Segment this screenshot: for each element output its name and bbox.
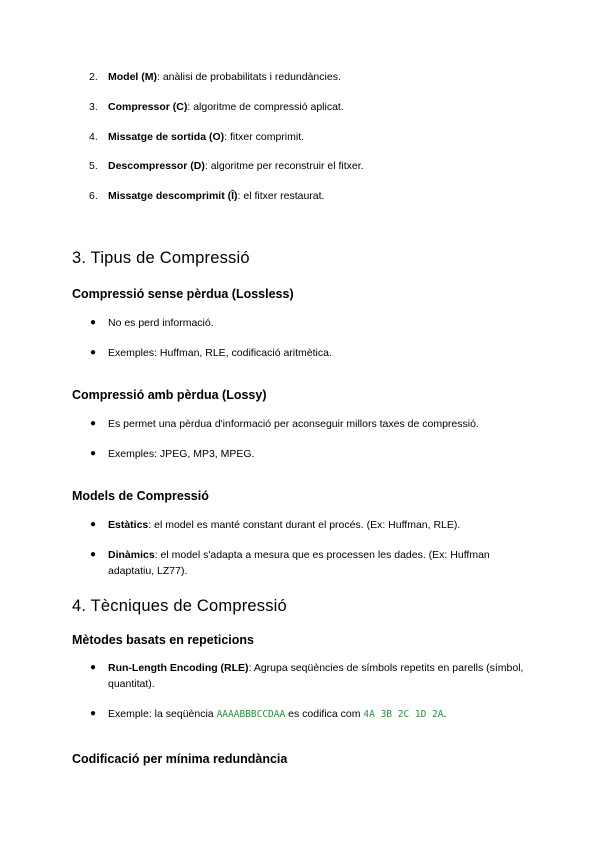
term-label: Descompressor (D) <box>108 160 205 173</box>
list-item: ● Exemples: JPEG, MP3, MPEG. <box>90 448 255 460</box>
term-label: Run-Length Encoding (RLE) <box>108 662 249 674</box>
bullet-icon: ● <box>90 448 97 459</box>
lossy-heading: Compressió amb pèrdua (Lossy) <box>72 388 267 402</box>
list-item: 6. Missatge descomprimit (Î): el fitxer restaurat. <box>89 190 325 203</box>
bullet-icon: ● <box>90 347 97 358</box>
inline-code: 4A 3B 2C 1D 2A <box>363 709 444 720</box>
min-redundancy-heading: Codificació per mínima redundància <box>72 752 288 766</box>
list-item: 5. Descompressor (D): algoritme per reconstruir el fitxer. <box>89 160 364 173</box>
section-4-title: 4. Tècniques de Compressió <box>72 597 287 615</box>
term-label: Missatge de sortida (O) <box>108 130 225 143</box>
components-numbered-list <box>89 70 364 219</box>
repetitions-list <box>90 660 530 723</box>
list-item: ● No es perd informació. <box>90 317 214 329</box>
term-label: Dinàmics <box>108 549 155 561</box>
term-label: Compressor (C) <box>108 100 188 113</box>
list-item: ● Exemples: Huffman, RLE, codificació aritmètica. <box>90 347 332 359</box>
list-item: 3. Compressor (C): algoritme de compressió aplicat. <box>89 100 344 113</box>
lossy-list <box>90 416 530 462</box>
repetitions-heading: Mètodes basats en repeticions <box>72 633 255 647</box>
inline-code: AAAABBBCCDAA <box>216 709 286 720</box>
lossless-heading: Compressió sense pèrdua (Lossless) <box>72 287 294 301</box>
list-item: ● Run-Length Encoding (RLE): Agrupa seqüències de símbols repetits en parells (símbol, quantitat). <box>90 662 524 690</box>
term-label: Estàtics <box>108 519 149 531</box>
list-item: 4. Missatge de sortida (O): fitxer comprimit. <box>89 130 305 143</box>
lossless-list <box>90 315 530 361</box>
list-item: ● Estàtics: el model es manté constant durant el procés. (Ex: Huffman, RLE). <box>90 519 461 531</box>
list-item: ● Es permet una pèrdua d'informació per aconseguir millors taxes de compressió. <box>90 418 479 430</box>
bullet-icon: ● <box>90 418 97 429</box>
bullet-icon: ● <box>90 549 97 560</box>
models-list <box>90 517 530 579</box>
list-item: 2. Model (M): anàlisi de probabilitats i redundàncies. <box>89 71 341 83</box>
bullet-icon: ● <box>90 708 97 719</box>
list-item: ● Dinàmics: el model s'adapta a mesura que es processen les dades. (Ex: Huffman adaptatiu, LZ77). <box>90 549 490 577</box>
bullet-icon: ● <box>90 662 97 673</box>
bullet-icon: ● <box>90 519 97 530</box>
models-heading: Models de Compressió <box>72 489 209 503</box>
list-item: ● Exemple: la seqüència AAAABBBCCDAA es codifica com 4A 3B 2C 1D 2A. <box>90 708 447 720</box>
section-3-title: 3. Tipus de Compressió <box>72 249 250 267</box>
term-label: Model (M) <box>108 71 157 83</box>
bullet-icon: ● <box>90 317 97 328</box>
term-label: Missatge descomprimit (Î) <box>108 190 238 203</box>
